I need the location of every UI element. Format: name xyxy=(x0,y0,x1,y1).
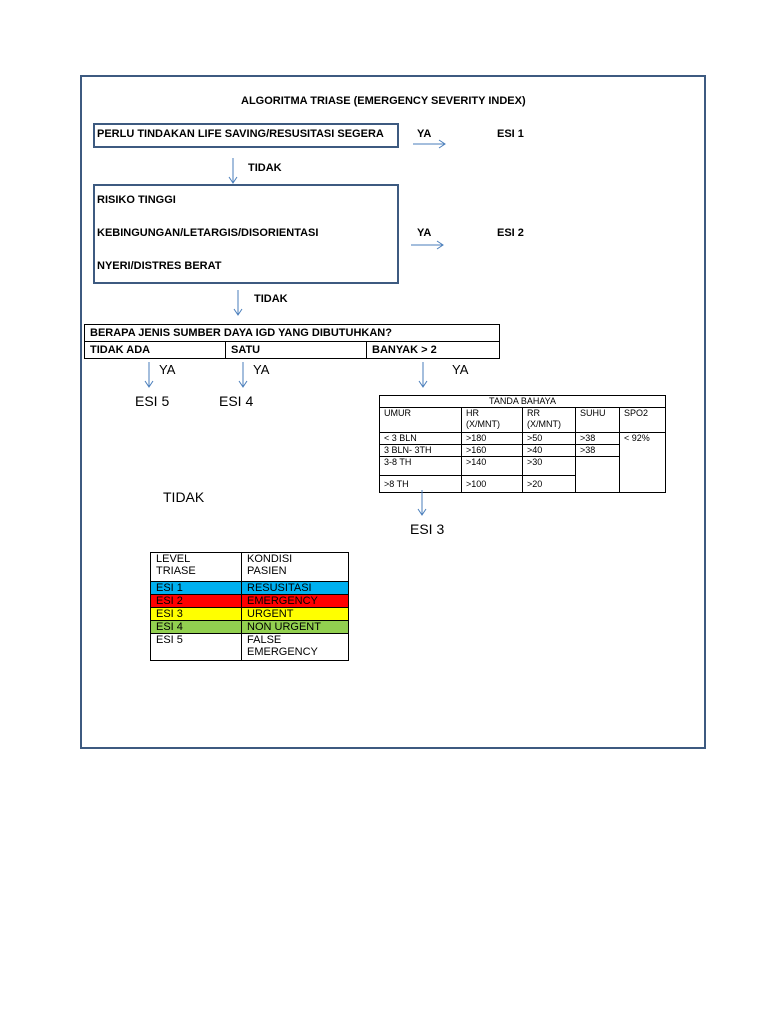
condition-esi5: FALSE EMERGENCY xyxy=(242,634,349,661)
level-header: LEVEL TRIASE xyxy=(151,553,242,582)
option-tidak-ada: TIDAK ADA xyxy=(85,342,226,359)
header-suhu: SUHU xyxy=(576,408,620,433)
step2-item-3: NYERI/DISTRES BERAT xyxy=(97,260,222,272)
condition-header: KONDISI PASIEN xyxy=(242,553,349,582)
level-esi3: ESI 3 xyxy=(151,608,242,621)
option2-yes-label: YA xyxy=(253,362,270,377)
step2-item-2: KEBINGUNGAN/LETARGIS/DISORIENTASI xyxy=(97,227,319,239)
level-row-esi5 xyxy=(151,634,349,661)
step1-yes-label: YA xyxy=(417,128,432,140)
page-title: ALGORITMA TRIASE (EMERGENCY SEVERITY INDEX) xyxy=(241,95,526,107)
danger-arrow xyxy=(416,490,428,518)
step2-yes-arrow xyxy=(411,239,447,251)
esi5-result: ESI 5 xyxy=(135,393,170,409)
level-esi4: ESI 4 xyxy=(151,621,242,634)
row2-umur: 3 BLN- 3TH xyxy=(380,445,462,457)
header-rr: RR (X/MNT) xyxy=(523,408,576,433)
level-row-esi3 xyxy=(151,608,349,621)
esi1-result: ESI 1 xyxy=(497,128,524,140)
step1-question: PERLU TINDAKAN LIFE SAVING/RESUSITASI SEGERA xyxy=(97,128,384,140)
row3-hr: >140 xyxy=(462,457,523,476)
triage-level-table xyxy=(150,552,349,661)
row4-umur: >8 TH xyxy=(380,476,462,493)
danger-title: TANDA BAHAYA xyxy=(380,396,666,408)
option-banyak: BANYAK > 2 xyxy=(367,342,500,359)
step1-yes-arrow xyxy=(413,138,449,150)
level-esi2: ESI 2 xyxy=(151,595,242,608)
row1-spo2: < 92% xyxy=(620,433,666,493)
option1-yes-label: YA xyxy=(159,362,176,377)
header-umur: UMUR xyxy=(380,408,462,433)
option-satu: SATU xyxy=(226,342,367,359)
level-row-esi1 xyxy=(151,582,349,595)
step2-no-arrow xyxy=(232,290,244,318)
level-row-esi4 xyxy=(151,621,349,634)
step1-no-label: TIDAK xyxy=(248,162,282,174)
row3-suhu xyxy=(576,457,620,493)
row1-suhu: >38 xyxy=(576,433,620,445)
esi2-result: ESI 2 xyxy=(497,227,524,239)
resource-question: BERAPA JENIS SUMBER DAYA IGD YANG DIBUTUHKAN? xyxy=(85,325,500,342)
header-spo2: SPO2 xyxy=(620,408,666,433)
step1-no-arrow xyxy=(227,158,239,186)
esi3-result: ESI 3 xyxy=(410,521,445,537)
row2-rr: >40 xyxy=(523,445,576,457)
row2-suhu: >38 xyxy=(576,445,620,457)
row1-hr: >180 xyxy=(462,433,523,445)
step2-no-label: TIDAK xyxy=(254,293,288,305)
row1-umur: < 3 BLN xyxy=(380,433,462,445)
step2-item-1: RISIKO TINGGI xyxy=(97,194,176,206)
step2-yes-label: YA xyxy=(417,227,432,239)
level-esi5: ESI 5 xyxy=(151,634,242,661)
level-esi1: ESI 1 xyxy=(151,582,242,595)
row3-rr: >30 xyxy=(523,457,576,476)
condition-esi1: RESUSITASI xyxy=(242,582,349,595)
row1-rr: >50 xyxy=(523,433,576,445)
level-row-esi2 xyxy=(151,595,349,608)
row3-umur: 3-8 TH xyxy=(380,457,462,476)
esi4-result: ESI 4 xyxy=(219,393,254,409)
row2-hr: >160 xyxy=(462,445,523,457)
header-hr: HR (X/MNT) xyxy=(462,408,523,433)
condition-esi4: NON URGENT xyxy=(242,621,349,634)
condition-esi2: EMERGENCY xyxy=(242,595,349,608)
option3-arrow xyxy=(417,362,429,390)
option3-yes-label: YA xyxy=(452,362,469,377)
resource-table xyxy=(84,324,500,359)
option1-arrow xyxy=(143,362,155,390)
condition-esi3: URGENT xyxy=(242,608,349,621)
danger-no-label: TIDAK xyxy=(163,489,205,505)
option2-arrow xyxy=(237,362,249,390)
row4-hr: >100 xyxy=(462,476,523,493)
danger-signs-table xyxy=(379,395,666,493)
row4-rr: >20 xyxy=(523,476,576,493)
